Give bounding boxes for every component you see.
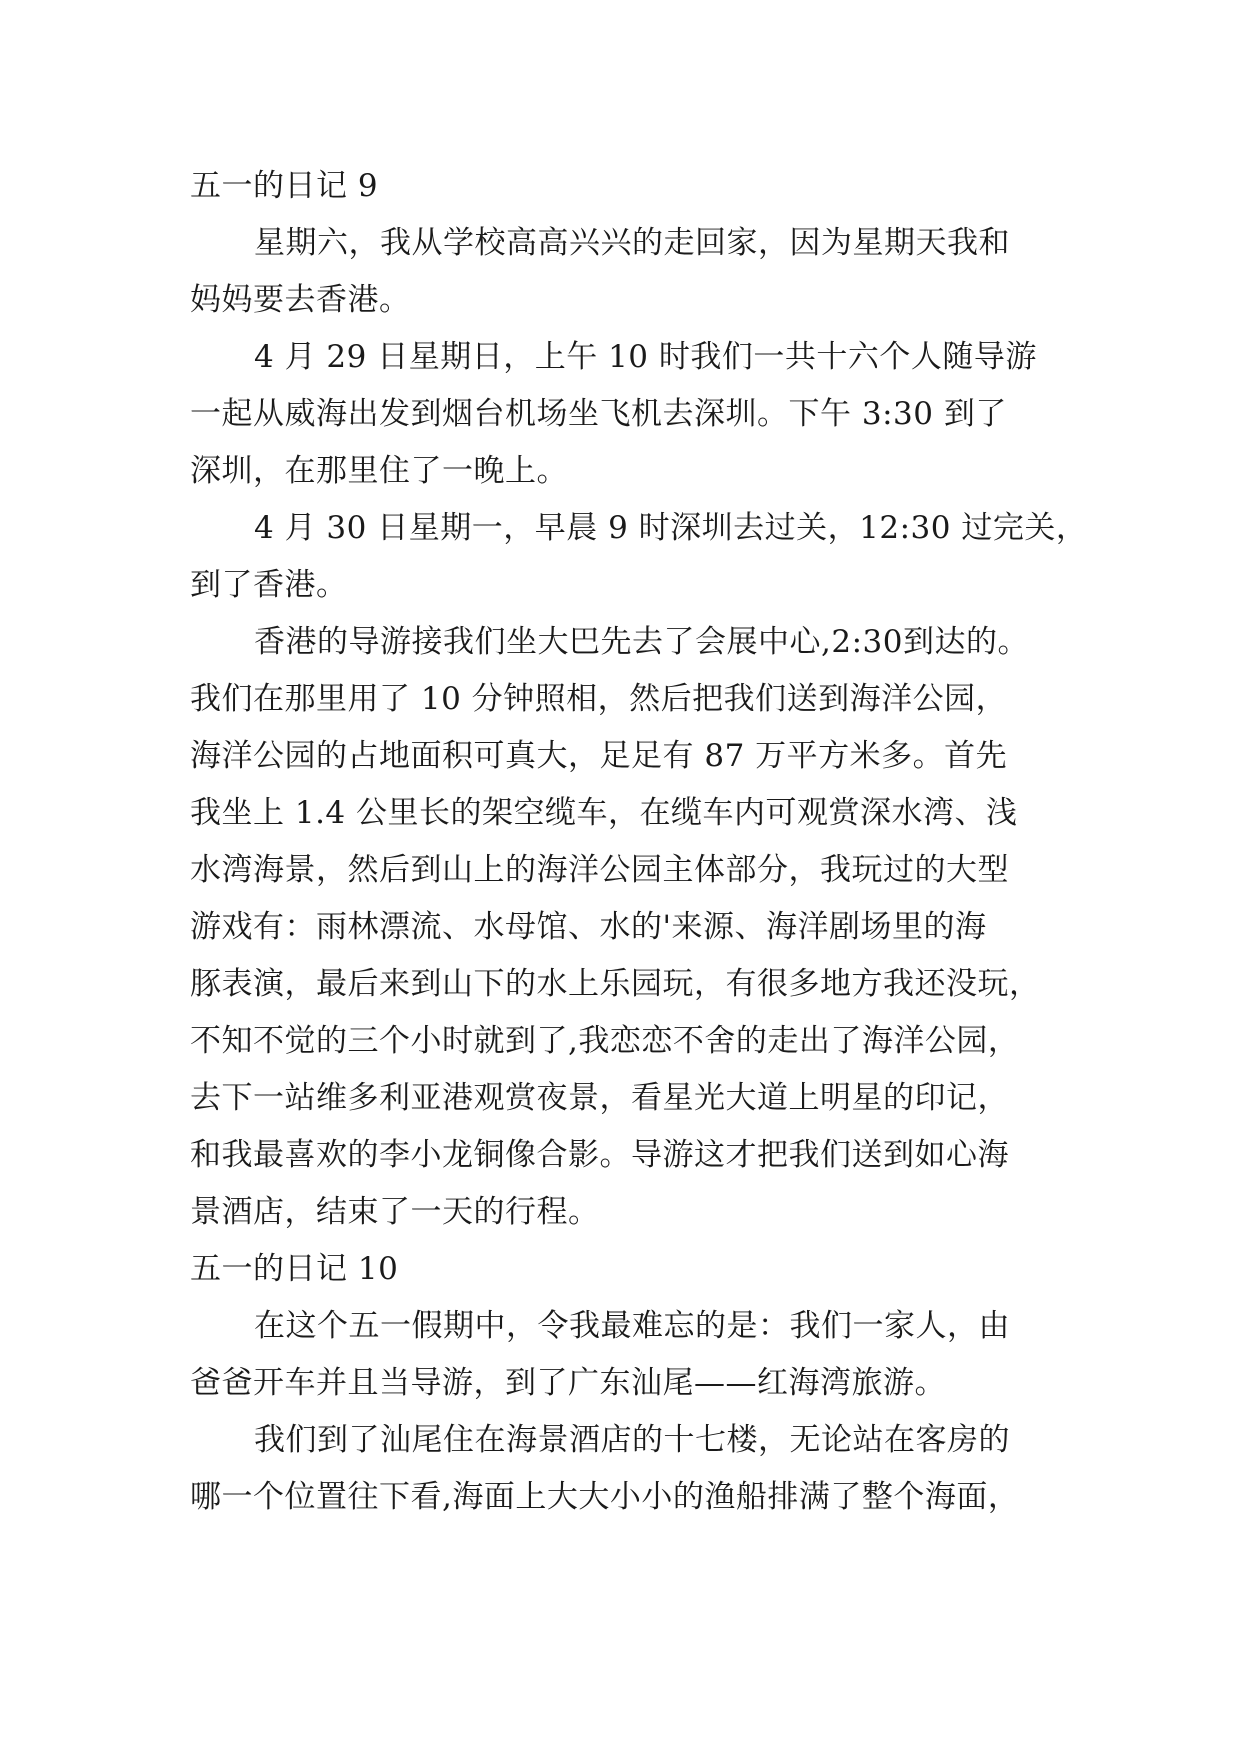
paragraph-line: 香港的导游接我们坐大巴先去了会展中心,2:30到达的。	[254, 624, 1029, 660]
paragraph-line: 深圳，在那里住了一晚上。	[190, 453, 568, 489]
paragraph-line: 不知不觉的三个小时就到了,我恋恋不舍的走出了海洋公园，	[190, 1023, 1020, 1059]
document-page	[190, 158, 1088, 1526]
section-heading: 五一的日记 9	[190, 168, 379, 204]
paragraph-line: 妈妈要去香港。	[190, 282, 411, 318]
section-heading: 五一的日记 10	[190, 1251, 399, 1287]
paragraph-line: 4 月 30 日星期一，早晨 9 时深圳去过关，12:30 过完关，	[254, 510, 1088, 546]
paragraph-line: 我坐上 1.4 公里长的架空缆车，在缆车内可观赏深水湾、浅	[190, 795, 1018, 831]
paragraph-line: 星期六，我从学校高高兴兴的走回家，因为星期天我和	[254, 225, 1010, 261]
paragraph-line: 景酒店，结束了一天的行程。	[190, 1194, 600, 1230]
paragraph-line: 4 月 29 日星期日，上午 10 时我们一共十六个人随导游	[254, 339, 1037, 375]
paragraph-line: 和我最喜欢的李小龙铜像合影。导游这才把我们送到如心海	[190, 1137, 1009, 1173]
paragraph-line: 一起从威海出发到烟台机场坐飞机去深圳。下午 3:30 到了	[190, 396, 1007, 432]
paragraph-line: 在这个五一假期中，令我最难忘的是：我们一家人，由	[254, 1308, 1010, 1344]
paragraph-line: 爸爸开车并且当导游，到了广东汕尾——红海湾旅游。	[190, 1365, 946, 1401]
paragraph-line: 到了香港。	[190, 567, 348, 603]
paragraph-line: 游戏有：雨林漂流、水母馆、水的'来源、海洋剧场里的海	[190, 909, 987, 945]
paragraph-line: 哪一个位置往下看,海面上大大小小的渔船排满了整个海面，	[190, 1479, 1020, 1515]
paragraph-line: 海洋公园的占地面积可真大，足足有 87 万平方米多。首先	[190, 738, 1008, 774]
paragraph-line: 我们在那里用了 10 分钟照相，然后把我们送到海洋公园，	[190, 681, 1008, 717]
paragraph-line: 水湾海景，然后到山上的海洋公园主体部分，我玩过的大型	[190, 852, 1009, 888]
paragraph-line: 豚表演，最后来到山下的水上乐园玩，有很多地方我还没玩，	[190, 966, 1041, 1002]
paragraph-line: 去下一站维多利亚港观赏夜景，看星光大道上明星的印记，	[190, 1080, 1009, 1116]
paragraph-line: 我们到了汕尾住在海景酒店的十七楼，无论站在客房的	[254, 1422, 1010, 1458]
